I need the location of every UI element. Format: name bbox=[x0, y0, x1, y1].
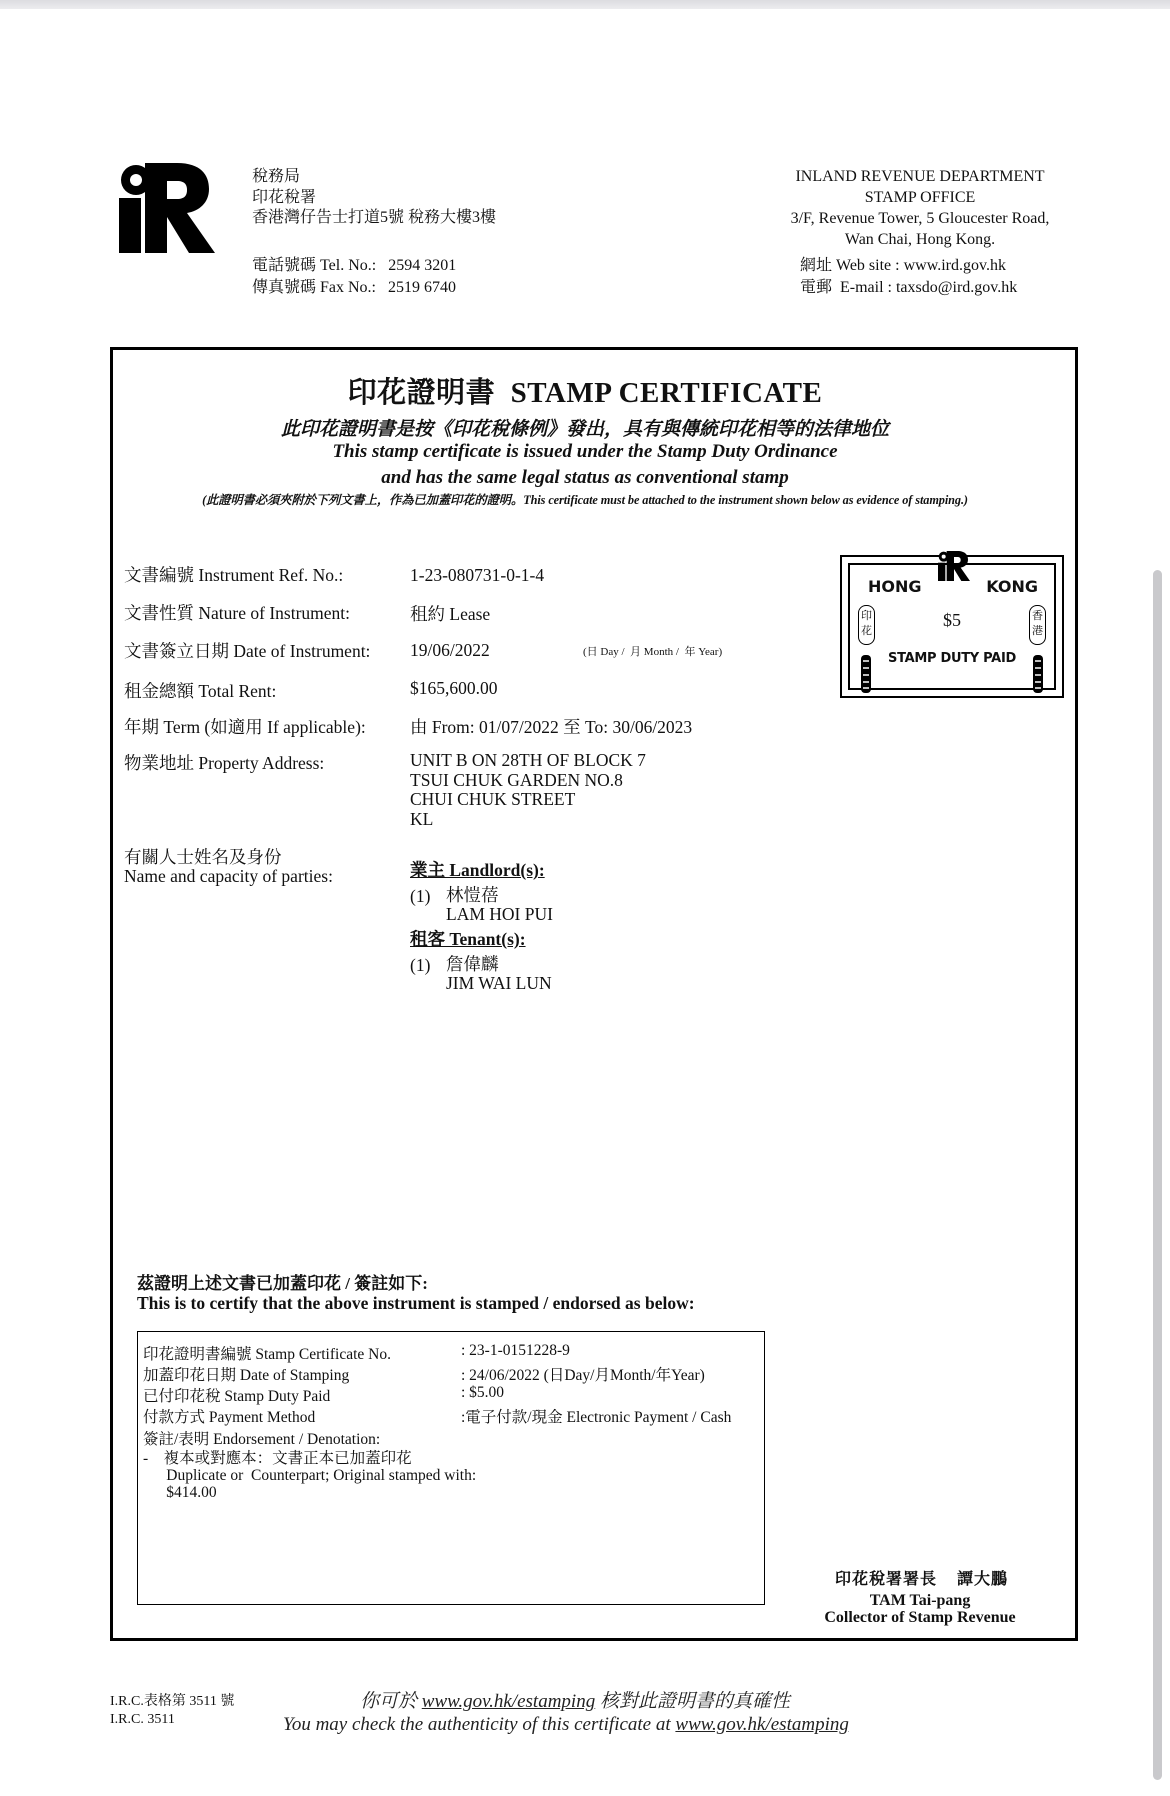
tel-number: 電話號碼 Tel. No.: 2594 3201 bbox=[252, 257, 457, 274]
rent-label: 租金總額 Total Rent: bbox=[124, 681, 277, 701]
ornament-icon bbox=[1031, 655, 1045, 693]
stamping-date-value: : 24/06/2022 (日Day/月Month/年Year) bbox=[461, 1367, 705, 1384]
subtitle-en-1: This stamp certificate is issued under the Stamp Duty Ordinance bbox=[332, 441, 838, 462]
landlord-name bbox=[446, 886, 553, 923]
certify-statement-en: This is to certify that the above instrument is stamped / endorsed as below: bbox=[137, 1293, 695, 1313]
ird-logo bbox=[119, 163, 215, 253]
estamping-link[interactable]: www.gov.hk/estamping bbox=[421, 1691, 596, 1712]
date-value: 19/06/2022 bbox=[410, 640, 490, 660]
endorsement-text bbox=[143, 1450, 476, 1501]
verify-note-zh bbox=[360, 1686, 790, 1713]
verify-note-en bbox=[283, 1714, 849, 1736]
parties-label-zh: 有關人士姓名及身份 bbox=[124, 847, 282, 867]
nature-label: 文書性質 Nature of Instrument: bbox=[124, 603, 350, 623]
address-en-line2: Wan Chai, Hong Kong. bbox=[844, 231, 996, 248]
address-line: UNIT B ON 28TH OF BLOCK 7 bbox=[410, 750, 646, 770]
tenant-name bbox=[446, 955, 552, 992]
estamping-link[interactable]: www.gov.hk/estamping bbox=[675, 1714, 849, 1735]
website[interactable]: 網址 Web site : www.ird.gov.hk bbox=[800, 257, 1006, 274]
verify-text-zh-post: 核對此證明書的真確性 bbox=[595, 1691, 790, 1712]
ref-label: 文書編號 Instrument Ref. No.: bbox=[124, 565, 344, 585]
address-line: KL bbox=[410, 808, 434, 829]
letterhead-right bbox=[760, 166, 1080, 250]
stamping-date-label: 加蓋印花日期 Date of Stamping bbox=[143, 1367, 350, 1384]
office-name-zh: 印花稅署 bbox=[252, 188, 317, 206]
address-line: CHUI CHUK STREET bbox=[410, 789, 576, 809]
landlord-heading: 業主 Landlord(s): bbox=[410, 860, 545, 880]
stamp-kong: KONG bbox=[986, 577, 1038, 596]
endorsement-line: $414.00 bbox=[143, 1484, 217, 1501]
stamp-ird-logo bbox=[934, 551, 974, 581]
contact-left bbox=[252, 255, 456, 299]
tenant-name-zh: 詹偉麟 bbox=[446, 954, 499, 974]
property-address bbox=[410, 751, 646, 829]
stamp-left-seal: 印花 bbox=[858, 605, 875, 645]
endorsement-line: - 複本或對應本：文書正本已加蓋印花 bbox=[143, 1450, 412, 1467]
landlord-number: (1) bbox=[410, 886, 431, 906]
contact-right bbox=[800, 255, 1017, 299]
certificate-title: 印花證明書 STAMP CERTIFICATE bbox=[347, 377, 823, 409]
address-zh: 香港灣仔告士打道5號 稅務大樓3樓 bbox=[252, 209, 497, 226]
payment-method-value: :電子付款/現金 Electronic Payment / Cash bbox=[461, 1409, 732, 1426]
dept-name-en: INLAND REVENUE DEPARTMENT bbox=[795, 168, 1045, 185]
subtitle-zh: 此印花證明書是按《印花稅條例》發出，具有與傳統印花相等的法律地位 bbox=[280, 419, 889, 440]
stamp-paid-text: STAMP DUTY PAID bbox=[888, 651, 1016, 666]
stamp-amount: $5 bbox=[943, 610, 961, 630]
dept-name-zh: 稅務局 bbox=[252, 168, 301, 185]
date-format-note: (日 Day / 月 Month / 年 Year) bbox=[583, 646, 723, 658]
address-line: TSUI CHUK GARDEN NO.8 bbox=[410, 769, 623, 790]
collector-role-en: Collector of Stamp Revenue bbox=[824, 1609, 1016, 1626]
endorsement-label: 簽註/表明 Endorsement / Denotation: bbox=[143, 1431, 381, 1448]
parties-label-en: Name and capacity of parties: bbox=[124, 866, 333, 886]
attach-note: (此證明書必須夾附於下列文書上，作為已加蓋印花的證明。This certificate must be attached to the instrument shown below as evidence of stamping.) bbox=[202, 493, 968, 507]
endorsement-line: Duplicate or Counterpart; Original stamped with: bbox=[143, 1467, 477, 1484]
stamp-duty-paid-stamp bbox=[840, 555, 1064, 698]
ref-value: 1-23-080731-0-1-4 bbox=[410, 565, 545, 585]
ornament-icon bbox=[859, 655, 873, 693]
address-label: 物業地址 Property Address: bbox=[124, 753, 325, 773]
landlord-name-en: LAM HOI PUI bbox=[446, 903, 553, 924]
payment-method-label: 付款方式 Payment Method bbox=[143, 1409, 316, 1426]
stamp-hong: HONG bbox=[868, 577, 922, 596]
collector-name-en: TAM Tai-pang bbox=[869, 1592, 971, 1609]
collector-title-zh: 印花稅署署長 譚大鵬 bbox=[835, 1571, 1009, 1588]
form-number-zh: I.R.C.表格第 3511 號 bbox=[110, 1694, 235, 1709]
stamp-cert-no-value: : 23-1-0151228-9 bbox=[461, 1342, 570, 1359]
letterhead-left bbox=[252, 167, 496, 229]
collector-signature-block bbox=[0, 1592, 1170, 1626]
verify-text-zh-pre: 你可於 bbox=[360, 1691, 422, 1712]
office-name-en: STAMP OFFICE bbox=[864, 189, 976, 206]
subtitle-en-2: and has the same legal status as conventional stamp bbox=[381, 467, 789, 488]
date-label: 文書簽立日期 Date of Instrument: bbox=[124, 641, 371, 661]
tenant-number: (1) bbox=[410, 955, 431, 975]
parties-label bbox=[124, 848, 333, 886]
duty-paid-value: : $5.00 bbox=[461, 1384, 505, 1401]
landlord-name-zh: 林愷蓓 bbox=[446, 885, 499, 905]
email[interactable]: 電郵 E-mail : taxsdo@ird.gov.hk bbox=[800, 279, 1018, 296]
term-label: 年期 Term (如適用 If applicable): bbox=[124, 717, 366, 737]
fax-number: 傳真號碼 Fax No.: 2519 6740 bbox=[252, 279, 457, 296]
window-top-bar bbox=[0, 0, 1170, 9]
tenant-heading: 租客 Tenant(s): bbox=[410, 929, 526, 949]
stamp-cert-no-label: 印花證明書編號 Stamp Certificate No. bbox=[143, 1346, 391, 1363]
rent-value: $165,600.00 bbox=[410, 678, 498, 698]
stamp-right-seal: 香港 bbox=[1029, 605, 1046, 645]
term-value: 由 From: 01/07/2022 至 To: 30/06/2023 bbox=[410, 717, 693, 737]
form-number-en: I.R.C. 3511 bbox=[110, 1712, 175, 1727]
tenant-name-en: JIM WAI LUN bbox=[446, 972, 552, 993]
address-en-line1: 3/F, Revenue Tower, 5 Gloucester Road, bbox=[790, 210, 1050, 227]
certify-statement-zh: 茲證明上述文書已加蓋印花 / 簽註如下: bbox=[137, 1274, 428, 1293]
stamp-inner-frame bbox=[848, 563, 1056, 690]
duty-paid-label: 已付印花稅 Stamp Duty Paid bbox=[143, 1388, 331, 1405]
verify-text-en-pre: You may check the authenticity of this certificate at bbox=[283, 1714, 676, 1735]
nature-value: 租約 Lease bbox=[410, 604, 491, 624]
